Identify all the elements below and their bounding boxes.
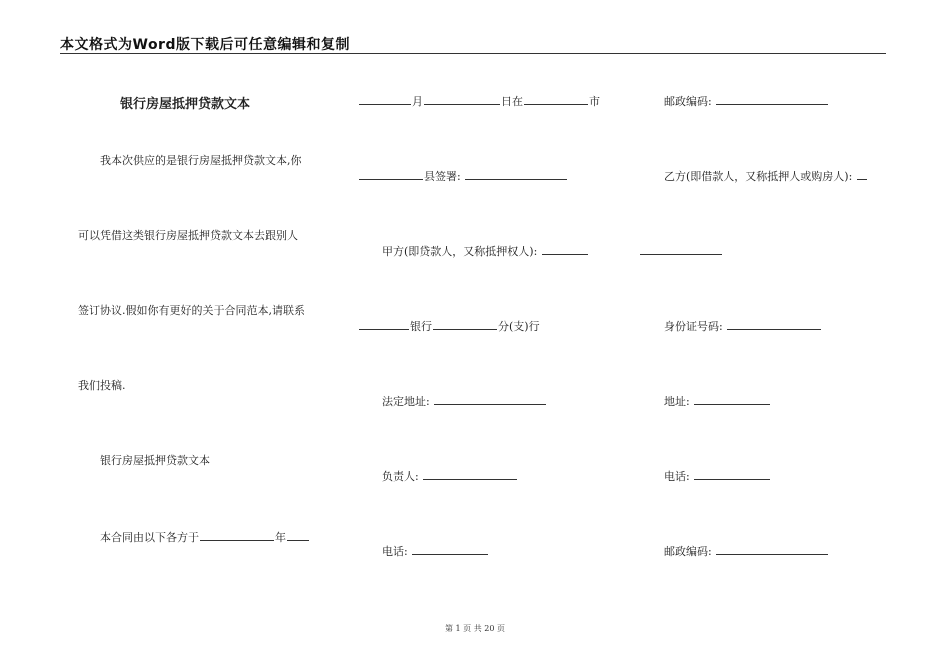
postcode-line-1 [664,93,829,109]
blank-field[interactable] [359,168,423,180]
page-footer: 第 1 页 共 20 页 [445,624,505,633]
document-title: 银行房屋抵押贷款文本 [120,97,251,112]
party-a-line [382,243,589,259]
blank-field[interactable] [857,168,867,180]
postcode-line-2 [664,543,829,559]
id-number-label: 身份证号码: [664,320,723,333]
blank-field[interactable] [359,318,409,330]
bank-label: 银行 [410,320,432,333]
contract-intro-prefix: 本合同由以下各方于 [100,531,199,544]
month-label: 月 [412,95,423,108]
county-sign-label: 县签署: [424,170,461,183]
address-label: 地址: [664,395,690,408]
intro-line-1: 我本次供应的是银行房屋抵押贷款文本,你 [100,154,302,167]
legal-address-line [382,393,547,409]
postcode-label-1: 邮政编码: [664,95,712,108]
person-in-charge-line [382,468,518,484]
section-title: 银行房屋抵押贷款文本 [100,454,210,467]
phone-line-middle [382,543,489,559]
contract-intro-line [100,529,310,545]
blank-field[interactable] [424,93,500,105]
party-b-label: 乙方(即借款人，又称抵押人或购房人): [664,170,853,183]
phone-label-middle: 电话: [382,545,408,558]
blank-field[interactable] [524,93,588,105]
date-line [358,93,600,109]
party-a-label: 甲方(即贷款人，又称抵押权人): [382,245,538,258]
phone-label-right: 电话: [664,470,690,483]
party-b-line [664,168,868,184]
blank-year-field[interactable] [287,529,309,541]
document-header-title: 本文格式为Word版下载后可任意编辑和复制 [60,37,350,53]
branch-label: 分(支)行 [498,320,540,333]
intro-line-3: 签订协议.假如你有更好的关于合同范本,请联系 [78,304,305,317]
blank-field[interactable] [434,393,546,405]
legal-address-label: 法定地址: [382,395,430,408]
header-divider [60,53,886,54]
blank-field[interactable] [716,93,828,105]
blank-field[interactable] [640,243,722,255]
postcode-label-2: 邮政编码: [664,545,712,558]
bank-line [358,318,540,334]
address-line [664,393,771,409]
intro-line-4: 我们投稿. [78,379,126,392]
blank-field[interactable] [727,318,821,330]
blank-field[interactable] [694,393,770,405]
day-label: 日在 [501,95,523,108]
person-in-charge-label: 负责人: [382,470,419,483]
blank-field[interactable] [359,93,411,105]
blank-field[interactable] [542,243,588,255]
blank-date-field[interactable] [200,529,274,541]
blank-field[interactable] [412,543,488,555]
intro-line-2: 可以凭借这类银行房屋抵押贷款文本去跟别人 [78,229,298,242]
phone-line-right [664,468,771,484]
year-label: 年 [275,531,286,544]
id-number-line [664,318,822,334]
county-sign-line [358,168,568,184]
blank-field[interactable] [433,318,497,330]
party-a-continuation [639,243,723,259]
blank-field[interactable] [694,468,770,480]
blank-field[interactable] [423,468,517,480]
city-label: 市 [589,95,600,108]
blank-field[interactable] [465,168,567,180]
blank-field[interactable] [716,543,828,555]
